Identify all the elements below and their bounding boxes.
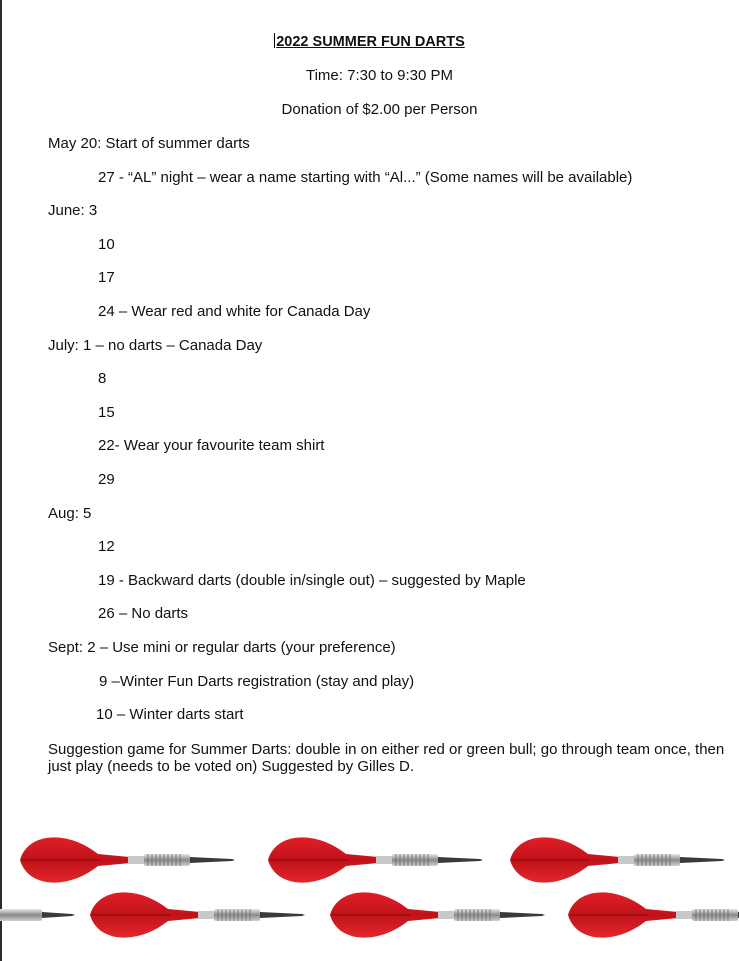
- schedule-subitem: 24 – Wear red and white for Canada Day: [98, 303, 371, 320]
- schedule-subitem: 9 –Winter Fun Darts registration (stay and play): [99, 672, 415, 690]
- schedule-subitem: 15: [98, 403, 115, 421]
- schedule-subitem: 10 – Winter darts start: [96, 706, 244, 724]
- dart-icon: [510, 837, 725, 882]
- schedule-item: May 20: Start of summer darts: [48, 135, 250, 152]
- darts-decoration: [0, 800, 739, 961]
- document-title-text: 2022 SUMMER FUN DARTS: [276, 34, 465, 50]
- schedule-subitem: 26 – No darts: [98, 605, 189, 623]
- schedule-item: Aug: 5: [48, 504, 92, 522]
- schedule-subitem: 27 - “AL” night – wear a name starting with “Al...” (Some names will be available): [98, 168, 633, 186]
- dart-icon: [0, 909, 75, 921]
- schedule-item: June: 3: [48, 202, 98, 220]
- donation-line: Donation of $2.00 per Person: [281, 101, 478, 118]
- document-title: [0, 33, 739, 50]
- schedule-subitem: 29: [98, 471, 115, 488]
- schedule-subitem: 12: [98, 538, 115, 556]
- schedule-subitem: 17: [98, 269, 115, 287]
- schedule-item: July: 1 – no darts – Canada Day: [48, 336, 263, 354]
- dart-icon: [20, 837, 235, 882]
- schedule-subitem: 22- Wear your favourite team shirt: [98, 437, 325, 455]
- time-line: Time: 7:30 to 9:30 PM: [305, 67, 453, 84]
- schedule-subitem: 8: [98, 370, 107, 388]
- dart-icon: [568, 892, 739, 937]
- schedule-subitem: 19 - Backward darts (double in/single out) – suggested by Maple: [98, 571, 526, 589]
- dart-icon: [330, 892, 545, 937]
- dart-icon: [268, 837, 483, 882]
- dart-icon: [90, 892, 305, 937]
- schedule-item: Sept: 2 – Use mini or regular darts (your preference): [48, 639, 396, 656]
- suggestion-paragraph: Suggestion game for Summer Darts: double in on either red or green bull; go through team once, then just play (needs to be voted on) Suggested by Gilles D.: [48, 741, 725, 775]
- schedule-subitem: 10: [98, 235, 115, 253]
